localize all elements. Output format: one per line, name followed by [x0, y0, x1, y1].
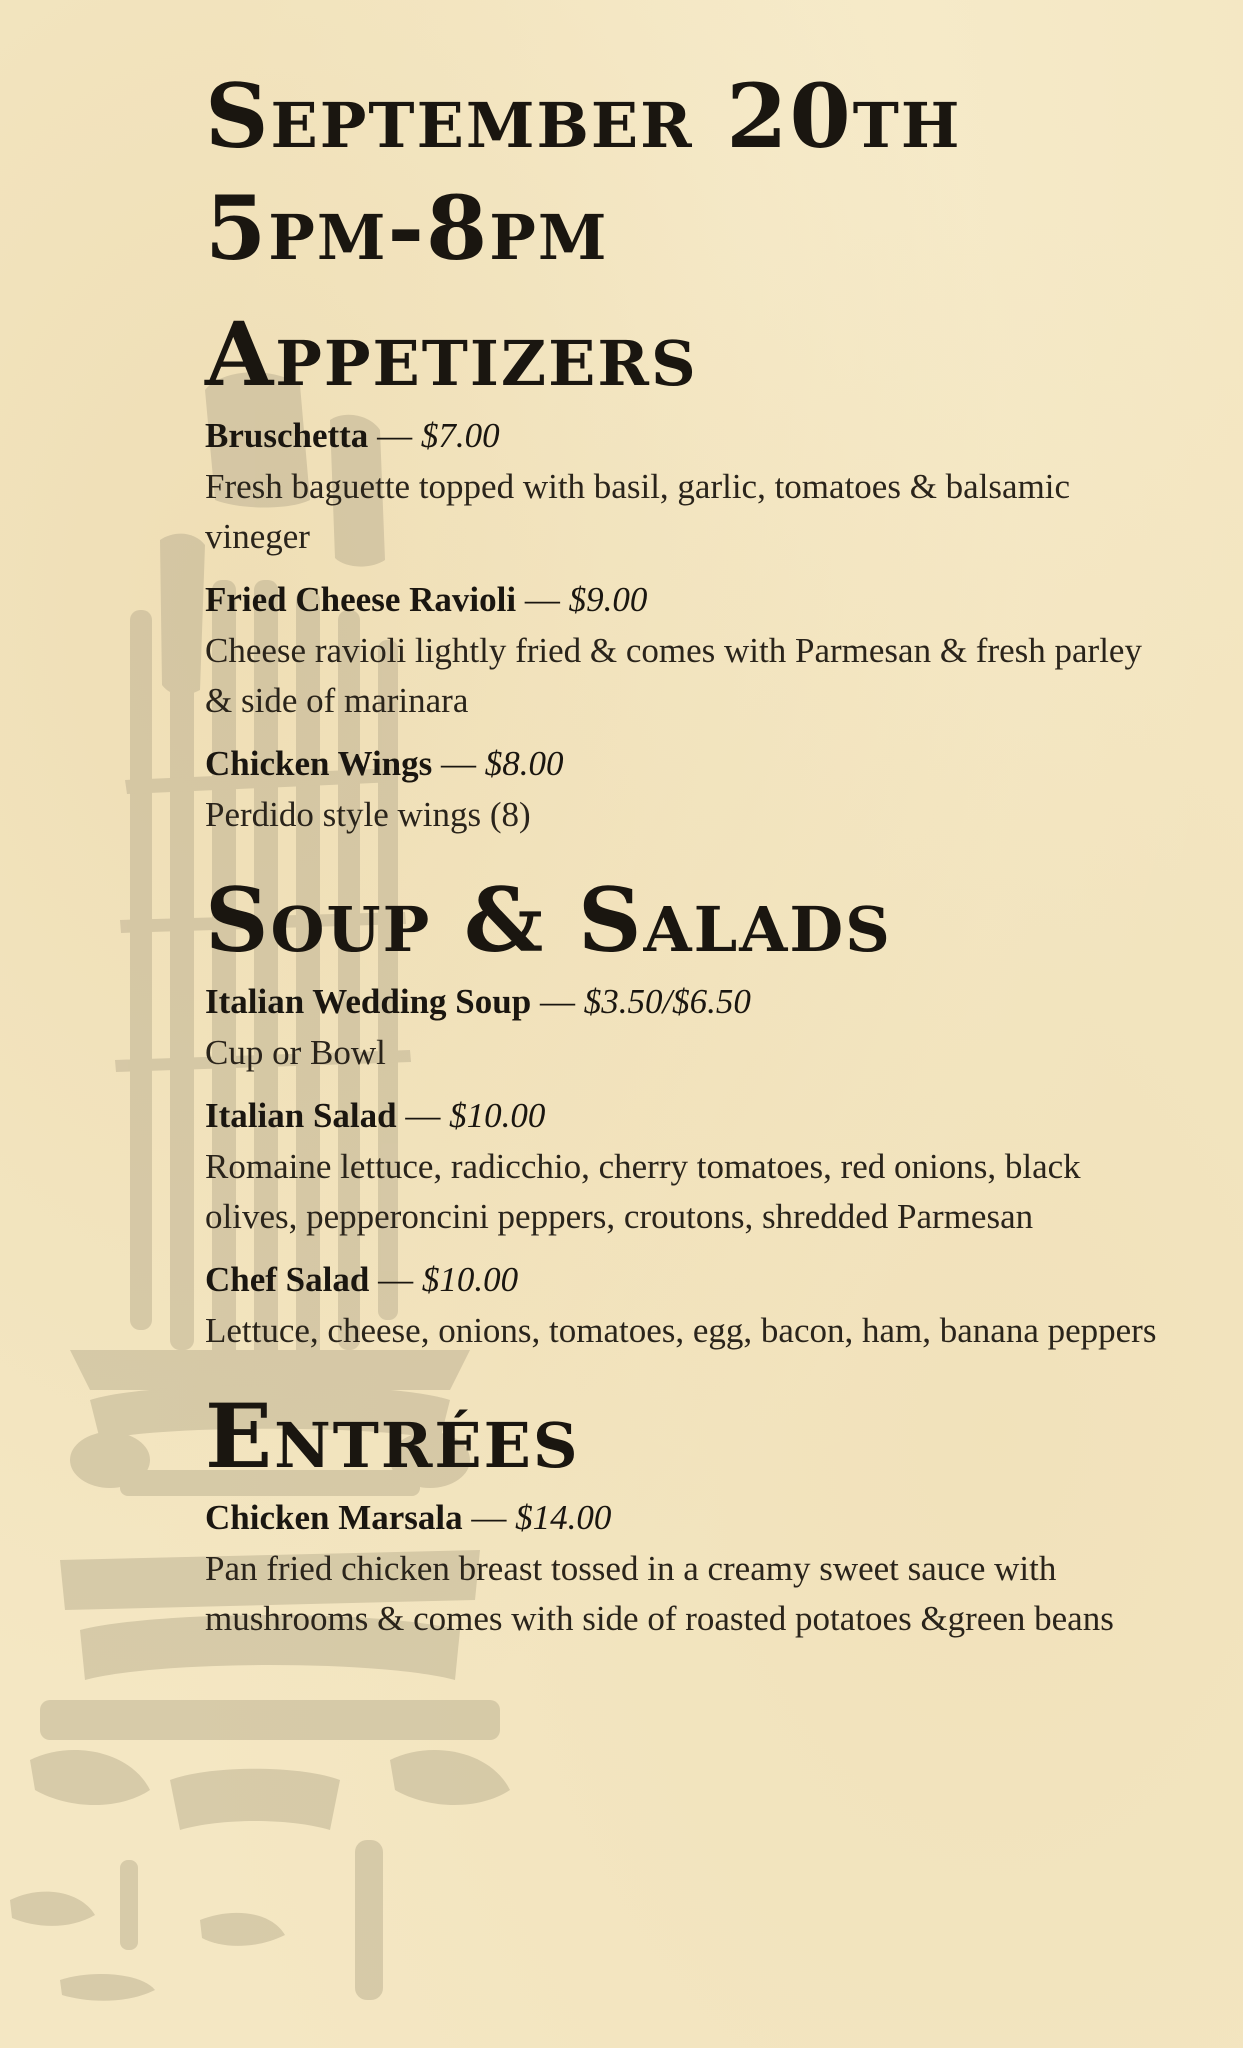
item-description: Fresh baguette topped with basil, garlic, tomatoes & balsamic vineger: [205, 467, 1071, 556]
menu-page: [205, 60, 1165, 1644]
menu-item: [205, 412, 1165, 562]
menu-item: [205, 1092, 1165, 1242]
item-price: $8.00: [484, 744, 564, 783]
item-separator: —: [377, 416, 413, 455]
item-price: $9.00: [568, 580, 648, 619]
menu-item: [205, 1256, 1165, 1356]
item-name: Italian Wedding Soup: [205, 982, 532, 1021]
item-price: $7.00: [420, 416, 500, 455]
item-price: $10.00: [421, 1260, 519, 1299]
section-heading: Soup & Salads: [205, 868, 892, 972]
section-heading: Appetizers: [205, 302, 698, 406]
item-separator: —: [378, 1260, 414, 1299]
item-description: Lettuce, cheese, onions, tomatoes, egg, bacon, ham, banana peppers: [205, 1311, 1157, 1350]
item-price: $10.00: [449, 1096, 546, 1135]
item-name: Chef Salad: [205, 1260, 370, 1299]
section-soup-salads: [205, 868, 1165, 1356]
item-name: Bruschetta: [205, 416, 369, 455]
item-name: Fried Cheese Ravioli: [205, 580, 517, 619]
item-price: $3.50/$6.50: [583, 982, 751, 1021]
item-description: Cheese ravioli lightly fried & comes with Parmesan & fresh parley & side of marinara: [205, 631, 1142, 720]
menu-item: [205, 1494, 1165, 1644]
menu-item: [205, 978, 1165, 1078]
section-entrees: [205, 1384, 1165, 1644]
item-description: Pan fried chicken breast tossed in a creamy sweet sauce with mushrooms & comes with side of roasted potatoes &green beans: [205, 1549, 1114, 1638]
event-date: September 20th: [205, 64, 962, 168]
event-time: 5pm-8pm: [205, 176, 609, 280]
section-appetizers: [205, 302, 1165, 840]
item-separator: —: [539, 982, 575, 1021]
item-separator: —: [471, 1498, 507, 1537]
item-separator: —: [405, 1096, 441, 1135]
item-description: Perdido style wings (8): [205, 795, 531, 834]
menu-item: [205, 740, 1165, 840]
item-description: Cup or Bowl: [205, 1033, 386, 1072]
item-name: Chicken Wings: [205, 744, 433, 783]
item-price: $14.00: [515, 1498, 612, 1537]
section-heading: Entrées: [205, 1384, 580, 1488]
item-name: Italian Salad: [205, 1096, 397, 1135]
menu-item: [205, 576, 1165, 726]
item-name: Chicken Marsala: [205, 1498, 463, 1537]
item-description: Romaine lettuce, radicchio, cherry tomatoes, red onions, black olives, pepperoncini peppers, croutons, shredded Parmesan: [205, 1147, 1081, 1236]
item-separator: —: [441, 744, 477, 783]
item-separator: —: [524, 580, 560, 619]
